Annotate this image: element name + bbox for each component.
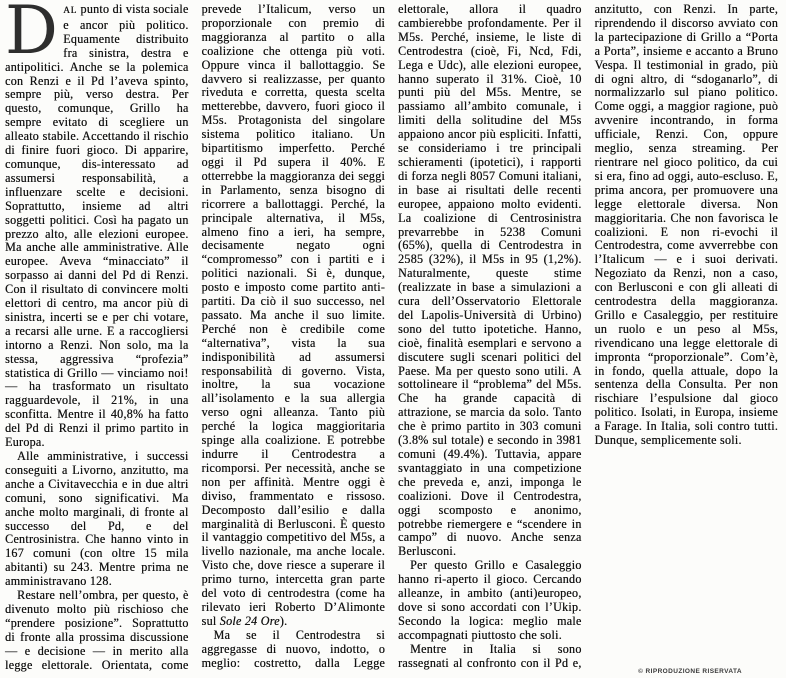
drop-cap: D xyxy=(5,0,59,69)
paragraph: Per questo Grillo e Casaleggio hanno ri-aperto il gioco. Cercando alleanze, in ambito (anti)europeo, dove si sono accordati con l’Ukip. Secondo la logica: meglio male accompagnati piuttosto che soli. xyxy=(398,558,582,642)
paragraph: Mentre in Italia si sono rassegnati al confronto con il Pd e, anzitutto, con Renzi. In parte, riprendendo il discorso avviato con la partecipazione di Grillo a “Porta a Porta”, insieme e accanto a Bruno Vespa. Il testimonial in grado, più di ogni altro, di “sdoganarlo”, di normalizzarlo sul piano politico. Come oggi, a maggior ragione, può avvenire incontrando, in forma ufficiale, Renzi. Con, oppure meglio, senza streaming. Per rientrare nel gioco politico, da cui si era, fino ad oggi, auto-escluso. E, prima ancora, per promuovere una legge elettorale diversa. Non maggioritaria. Che non favorisca le coalizioni. E non ri-evochi il Centrodestra, come avverrebbe con l’Italicum — e i suoi derivati. Negoziato da Renzi, non a caso, con Berlusconi e con gli alleati di centrodestra della maggioranza. Grillo e Casaleggio, per restituire un ruolo e un peso al M5s, rivendicano una legge elettorale di impronta “proporzionale”. Com’è, in fondo, quella attuale, dopo la sentenza della Consulta. Per non rischiare l’espulsione dal gioco politico. Isolati, in Europa, insieme a Farage. In Italia, soli contro tutti. Dunque, semplicemente soli. xyxy=(398,2,778,670)
paragraph-text: ). xyxy=(279,613,288,628)
lead-smallcaps: AL xyxy=(63,6,78,16)
copyright-notice: © RIPRODUZIONE RISERVATA xyxy=(638,668,742,675)
paragraph: Alle amministrative, i successi conseguiti a Livorno, anzitutto, ma anche a Civitavecchia e in due altri comuni, sono significativi. Ma anche molto marginali, di fronte al successo del Pd, e del Centrosinistra. Che hanno vinto in 167 comuni (con oltre 15 mila abitanti) su 243. Mentre prima ne amministravano 128. xyxy=(5,449,189,589)
paragraph-text: punto di vista sociale e ancor più politico. Equamente distribuito fra sinistra, destra e antipolitici. Anche se la polemica con Renzi e il Pd l’aveva spinto, sempre più, verso destra. Per questo, comunque, Grillo ha sempre evitato di scegliere un alleato stabile. Accettando il rischio di finire fuori gioco. Di apparire, comunque, dis-interessato ad assumersi responsabilità, a influenzare scelte e decisioni. Soprattutto, insieme ad altri soggetti politici. Così ha pagato un prezzo alto, alle elezioni europee. Ma anche alle amministrative. Alle europee. Aveva “minacciato” il sorpasso ai danni del Pd di Renzi. Con il risultato di convincere molti elettori di centro, ma ancor più di sinistra, incerti se e per chi votare, a recarsi alle urne. E a raccogliersi intorno a Renzi. Non solo, ma la stessa, aggressiva “profezia” statistica di Grillo — vinciamo noi! — ha trasformato un risultato ragguardevole, il 21%, in una sconfitta. Mentre il 40,8% ha fatto del Pd di Renzi il primo partito in Europa. xyxy=(5,2,189,450)
publication-name: Sole 24 Ore xyxy=(219,613,280,628)
paragraph-text: Restare nell’ombra, per questo, è divenuto molto più rischioso che “prendere posizione”. Soprattutto di fronte alla prossima discussione — e decisione — in merito alla legge elettorale. Orientata, come prevede l’Italicum, verso un proporzionale con premio di maggioranza al partito o alla coalizione che ottenga più voti. Oppure vinca il ballottaggio. Se davvero si realizzasse, per quanto riveduta e corretta, questa scelta metterebbe, davvero, fuori gioco il M5s. Protagonista del singolare sistema politico italiano. Un bipartitismo imperfetto. Perché oggi il Pd supera il 40%. E otterrebbe la maggioranza dei seggi in Parlamento, senza bisogno di ricorrere a ballottaggi. Perché, la principale alternativa, il M5s, almeno fino a ieri, ha sempre, decisamente negato ogni “compromesso” con i partiti e i politici nazionali. Si è, dunque, posto e imposto come partito anti-partiti. Da ciò il suo successo, nel passato. Ma anche il suo limite. Perché non è credibile come “alternativa”, vista la sua indisponibilità ad assumersi responsabilità di governo. Vista, inoltre, la sua vocazione all’isolamento e la sua allergia verso ogni alleanza. Tanto più perché la logica maggioritaria spinge alla coalizione. E potrebbe indurre il Centrodestra a ricomporsi. Per necessità, anche se non per affinità. Mentre oggi è diviso, frammentato e rissoso. Decomposto dall’esilio e dalla marginalità di Berlusconi. È questo il vantaggio competitivo del M5s, a livello nazionale, ma anche locale. Visto che, dove riesce a superare il primo turno, intercetta gran parte del voto di centrodestra (come ha rilevato ieri Roberto D’Alimonte sul xyxy=(5,2,385,672)
paragraph: Ma se il Centrodestra si aggregasse di nuovo, indotto, o meglio: costretto, dalla Legge elettorale, allora il quadro cambierebbe profondamente. Per il M5s. Perché, insieme, le liste di Centrodestra (cioè, Fi, Ncd, Fdi, Lega e Udc), alle elezioni europee, hanno superato il 31%. Cioè, 10 punti più del M5s. Mentre, se passiamo all’ambito comunale, i limiti della solitudine del M5s appaiono ancor più espliciti. Infatti, se consideriamo i tre principali schieramenti (ipotetici), i rapporti di forza negli 8057 Comuni italiani, in base ai risultati delle recenti europee, appaiono molto evidenti. La coalizione di Centrosinistra prevarrebbe in 5238 Comuni (65%), quella di Centrodestra in 2585 (32%), il M5s in 95 (1,2%). Naturalmente, queste stime (realizzate in base a simulazioni a cura dell’Osservatorio Elettorale del Lapolis-Università di Urbino) sono del tutto ipotetiche. Hanno, cioè, finalità esemplari e servono a discutere sugli scenari politici del Paese. Ma per questo sono utili. A sottolineare il “problema” del M5s. Che ha grande capacità di attrazione, se marcia da solo. Tanto che è primo partito in 303 comuni (3.8% sul totale) e secondo in 3981 comuni (49.4%). Tuttavia, appare svantaggiato in una competizione che preveda e, anzi, imponga le coalizioni. Dove il Centrodestra, oggi scomposto e anonimo, potrebbe riemergere e “scendere in campo” di nuovo. Anche senza Berlusconi. xyxy=(201,2,582,670)
paragraph-lead xyxy=(5,0,189,450)
